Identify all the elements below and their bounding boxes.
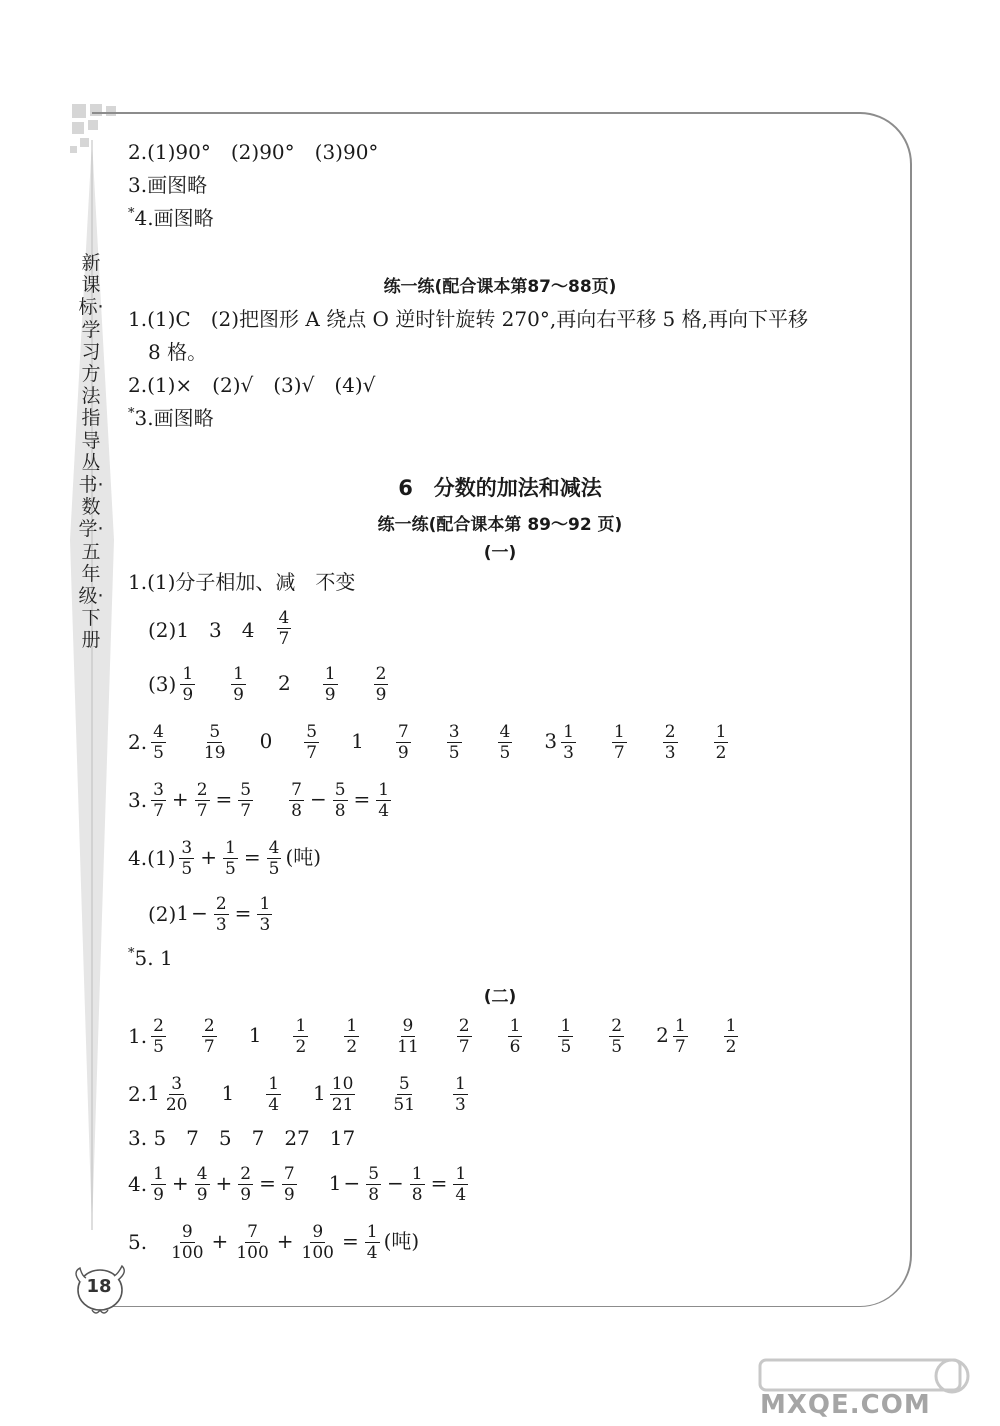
fraction-body — [169, 1222, 205, 1263]
denominator: 100 — [301, 1242, 334, 1263]
fraction-body — [289, 780, 304, 821]
whole-part: 2 — [656, 1022, 669, 1047]
fraction-body — [365, 1222, 380, 1263]
fraction-body — [447, 722, 462, 763]
fraction — [227, 664, 250, 705]
fraction-body — [344, 1016, 359, 1057]
answer-line-5: *5. 1 — [128, 946, 173, 970]
number: 2 — [278, 670, 291, 695]
fraction-body — [266, 1074, 281, 1115]
watermark-text: MXQE.COM — [760, 1390, 931, 1420]
denominator: 4 — [268, 1094, 280, 1115]
denominator: 5 — [153, 742, 164, 763]
fraction-body — [223, 838, 238, 879]
fraction-body — [180, 664, 195, 705]
fraction — [191, 1164, 214, 1205]
numerator: 1 — [182, 663, 194, 684]
fraction-body — [231, 664, 246, 705]
mixed-number — [147, 1074, 193, 1115]
fraction-body — [238, 1164, 253, 1205]
fraction — [198, 722, 232, 763]
numerator: 7 — [283, 1163, 295, 1184]
fraction — [263, 838, 286, 879]
numerator: 4 — [499, 721, 511, 742]
denominator: 3 — [563, 742, 574, 763]
fraction-body — [330, 1074, 356, 1115]
numerator: 5 — [240, 779, 252, 800]
denominator: 8 — [368, 1184, 380, 1205]
fraction — [219, 838, 242, 879]
numerator: 1 — [153, 1163, 164, 1184]
operator: − — [387, 1170, 404, 1195]
fraction-body — [304, 722, 319, 763]
answer-line-1-3: (3) $\frac{1}{9}$ $\frac{1}{9}$ 2 $\frac{1}{9}$ $\frac{2}{9}$ — [148, 658, 392, 710]
fraction-body — [151, 1016, 166, 1057]
fraction — [176, 664, 199, 705]
fraction — [392, 722, 415, 763]
fraction — [659, 722, 682, 763]
fraction — [406, 1164, 429, 1205]
denominator: 2 — [725, 1036, 737, 1057]
fraction — [175, 838, 198, 879]
denominator: 9 — [240, 1184, 252, 1205]
answer-line-4: *4.画图略 — [128, 206, 214, 230]
fraction-body — [714, 722, 729, 763]
mixed-number — [656, 1016, 692, 1057]
fraction — [285, 780, 308, 821]
fraction — [198, 1016, 221, 1057]
denominator: 9 — [375, 684, 387, 705]
fraction — [605, 1016, 628, 1057]
fraction — [387, 1074, 421, 1115]
denominator: 2 — [715, 742, 727, 763]
denominator: 7 — [674, 1036, 686, 1057]
numerator: 1 — [674, 1015, 686, 1036]
numerator: 10 — [331, 1073, 354, 1094]
numerator: 2 — [240, 1163, 252, 1184]
denominator: 51 — [393, 1094, 416, 1115]
fraction-body — [724, 1016, 739, 1057]
numerator: 4 — [268, 837, 280, 858]
denominator: 7 — [203, 1036, 215, 1057]
answer-line-1-1: 1.(1)分子相加、减 不变 — [128, 570, 356, 594]
denominator: 3 — [215, 914, 227, 935]
numerator: 2 — [153, 1015, 164, 1036]
fraction — [494, 722, 517, 763]
numerator: 5 — [334, 779, 346, 800]
number: 1 — [176, 900, 190, 925]
fraction-body — [457, 1016, 472, 1057]
denominator: 5 — [448, 742, 460, 763]
operator: + — [200, 844, 218, 869]
fraction-body — [202, 1016, 217, 1057]
fraction-body — [612, 722, 627, 763]
denominator: 9 — [233, 684, 244, 705]
operator: − — [343, 1170, 361, 1195]
fraction-body — [257, 894, 272, 935]
part-label: (二) — [483, 987, 517, 1007]
whole-part: 3 — [544, 728, 558, 753]
numerator: 5 — [398, 1073, 410, 1094]
denominator: 100 — [171, 1242, 204, 1263]
operator: + — [276, 1228, 294, 1253]
denominator: 8 — [291, 800, 302, 821]
fraction — [391, 1016, 425, 1057]
fraction-body — [663, 722, 678, 763]
fraction — [191, 780, 214, 821]
operator: − — [309, 786, 327, 811]
denominator: 4 — [455, 1184, 467, 1205]
numerator: 1 — [455, 1163, 467, 1184]
denominator: 100 — [236, 1242, 269, 1263]
fraction-body — [151, 722, 166, 763]
numerator: 7 — [397, 721, 409, 742]
numerator: 1 — [509, 1015, 521, 1036]
numerator: 2 — [458, 1015, 470, 1036]
fraction — [210, 894, 233, 935]
operator: = — [243, 844, 261, 869]
denominator: 19 — [203, 742, 226, 763]
fraction — [554, 1016, 577, 1057]
numerator: 1 — [346, 1015, 358, 1036]
fraction — [608, 722, 631, 763]
numerator: 1 — [613, 721, 625, 742]
section-title: 练一练(配合课本第87～88页) — [383, 277, 617, 297]
numerator: 2 — [611, 1015, 623, 1036]
fraction — [443, 722, 466, 763]
numerator: 1 — [259, 893, 271, 914]
numerator: 2 — [203, 1015, 215, 1036]
fraction-body — [410, 1164, 425, 1205]
answer-line-1: 1. $\frac{2}{5}$ $\frac{2}{7}$ 1 $\frac{1}{2}$ $\frac{1}{2}$ $\frac{9}{11}$ $\frac{2}{7}$ $\frac{1}{6}$ $\frac{1}{5}$ $\frac{2}{5}$ 2 $\frac{1}{7}$ $\frac{1}{2}$ — [128, 1010, 742, 1062]
operator: = — [259, 1170, 276, 1195]
fraction-body — [561, 722, 576, 763]
numerator: 5 — [306, 721, 318, 742]
answer-line-1: 1.(1)C (2)把图形 A 绕点 O 逆时针旋转 270°,再向右平移 5 格,再向下平移 — [128, 307, 808, 331]
fraction — [234, 780, 257, 821]
fraction-body — [366, 1164, 381, 1205]
mixed-number — [313, 1074, 359, 1115]
denominator: 3 — [664, 742, 676, 763]
numerator: 1 — [563, 721, 574, 742]
operator: = — [353, 786, 371, 811]
denominator: 9 — [324, 684, 336, 705]
numerator: 1 — [225, 837, 236, 858]
numerator: 5 — [209, 721, 221, 742]
fraction — [300, 722, 323, 763]
operator: = — [341, 1228, 359, 1253]
fraction-body — [238, 780, 253, 821]
fraction — [362, 1164, 385, 1205]
page-number: 18 — [86, 1276, 112, 1297]
operator: = — [234, 900, 252, 925]
answer-line-3: 3. $\frac{3}{7}$ + $\frac{2}{7}$ = $\frac{5}{7}$ $\frac{7}{8}$ − $\frac{5}{8}$ = $\frac{1}{4}$ — [128, 774, 395, 826]
fraction-body — [453, 1164, 468, 1205]
answer-line-3: *3.画图略 — [128, 406, 214, 430]
fraction — [720, 1016, 743, 1057]
numerator: 3 — [181, 837, 193, 858]
answer-line-3: 3. 5 7 5 7 27 17 — [128, 1126, 356, 1150]
fraction — [147, 722, 170, 763]
denominator: 9 — [153, 1184, 164, 1205]
denominator: 9 — [182, 684, 194, 705]
fraction-body — [333, 780, 348, 821]
denominator: 21 — [331, 1094, 354, 1115]
section-title: 练一练(配合课本第 89～92 页) — [377, 515, 623, 535]
fraction — [370, 664, 393, 705]
numerator: 2 — [196, 779, 208, 800]
mixed-number — [544, 722, 580, 763]
denominator: 2 — [346, 1036, 358, 1057]
fraction-body — [391, 1074, 417, 1115]
fraction-body — [179, 838, 194, 879]
denominator: 5 — [181, 858, 193, 879]
fraction-body — [195, 780, 210, 821]
denominator: 9 — [196, 1184, 208, 1205]
denominator: 11 — [397, 1036, 419, 1057]
unit-text: (吨) — [285, 844, 322, 869]
fraction-body — [374, 664, 389, 705]
denominator: 20 — [165, 1094, 188, 1115]
numerator: 1 — [715, 721, 727, 742]
fraction-body — [164, 1074, 190, 1115]
denominator: 3 — [455, 1094, 466, 1115]
fraction — [710, 722, 733, 763]
unit-text: (吨) — [383, 1228, 420, 1253]
denominator: 7 — [306, 742, 318, 763]
fraction — [329, 780, 352, 821]
numerator: 9 — [312, 1221, 324, 1242]
operator: = — [215, 786, 233, 811]
fraction: $\frac{4}{7}$ — [278, 607, 290, 649]
fraction-body — [673, 1016, 688, 1057]
answer-line-4-2: (2) 1 − $\frac{2}{3}$ = $\frac{1}{3}$ — [148, 888, 276, 940]
fraction-body — [558, 1016, 573, 1057]
numerator: 4 — [196, 1163, 208, 1184]
numerator: 1 — [725, 1015, 737, 1036]
numerator: 2 — [215, 893, 227, 914]
denominator: 8 — [411, 1184, 423, 1205]
fraction-body — [151, 780, 166, 821]
denominator: 7 — [153, 800, 164, 821]
answer-line-2: 2. $\frac{4}{5}$ $\frac{5}{19}$ 0 $\frac{5}{7}$ 1 $\frac{7}{9}$ $\frac{3}{5}$ $\frac{4}{5}$ 3 $\frac{1}{3}$ $\frac{1}{7}$ $\frac{2}{3}$ $\frac{1}{2}$ — [128, 716, 732, 768]
answer-line-2: 2. 1 $\frac{3}{20}$ 1 $\frac{1}{4}$ 1 $\frac{10}{21}$ $\frac{5}{51}$ $\frac{1}{3}$ — [128, 1068, 472, 1120]
numerator: 4 — [153, 721, 164, 742]
fraction — [361, 1222, 384, 1263]
denominator: 5 — [153, 1036, 164, 1057]
denominator: 3 — [259, 914, 271, 935]
series-title: 新课标·学习方法指导丛书·数学·五年级·下册 — [78, 252, 104, 652]
numerator: 1 — [560, 1015, 572, 1036]
number: 0 — [259, 728, 273, 753]
fraction-body — [293, 1016, 308, 1057]
numerator: 1 — [233, 663, 244, 684]
denominator: 8 — [334, 800, 346, 821]
denominator: 7 — [613, 742, 625, 763]
fraction-body — [202, 722, 228, 763]
denominator: 9 — [283, 1184, 295, 1205]
denominator: 5 — [499, 742, 511, 763]
denominator: 4 — [366, 1242, 378, 1263]
number: 1 — [248, 1022, 262, 1047]
numerator: 1 — [366, 1221, 378, 1242]
fraction-body — [323, 664, 338, 705]
fraction — [262, 1074, 285, 1115]
numerator: 3 — [171, 1073, 183, 1094]
denominator: 7 — [240, 800, 252, 821]
operator: + — [215, 1170, 233, 1195]
numerator: 1 — [411, 1163, 423, 1184]
fraction — [147, 1016, 170, 1057]
fraction-body — [282, 1164, 297, 1205]
fraction — [449, 1074, 472, 1115]
numerator: 1 — [455, 1073, 466, 1094]
denominator: 5 — [560, 1036, 572, 1057]
operator: + — [171, 1170, 189, 1195]
fraction — [449, 1164, 472, 1205]
answer-line-4-1: 4.(1) $\frac{3}{5}$ + $\frac{1}{5}$ = $\frac{4}{5}$ (吨) — [128, 837, 322, 879]
denominator: 6 — [509, 1036, 521, 1057]
fraction-body — [195, 1164, 210, 1205]
chapter-title: 6 分数的加法和减法 — [398, 476, 602, 500]
fraction — [504, 1016, 527, 1057]
whole-part: 1 — [313, 1080, 326, 1105]
denominator: 7 — [458, 1036, 470, 1057]
operator: − — [191, 900, 208, 925]
numerator: 2 — [375, 663, 387, 684]
fraction-body — [396, 722, 411, 763]
fraction — [234, 1164, 257, 1205]
fraction-body — [498, 722, 513, 763]
numerator: 1 — [324, 663, 336, 684]
fraction-body — [395, 1016, 421, 1057]
fraction-body — [214, 894, 229, 935]
fraction — [230, 1222, 274, 1263]
fraction — [147, 780, 170, 821]
denominator: 5 — [268, 858, 280, 879]
fraction — [340, 1016, 363, 1057]
numerator: 1 — [268, 1073, 280, 1094]
answer-line-3: 3.画图略 — [128, 173, 208, 197]
answer-line-5: 5. $\frac{9}{100}$ + $\frac{7}{100}$ + $\frac{9}{100}$ = $\frac{1}{4}$ (吨) — [128, 1221, 420, 1263]
numerator: 3 — [153, 779, 164, 800]
numerator: 3 — [448, 721, 460, 742]
number: 1 — [221, 1080, 235, 1105]
fraction — [289, 1016, 312, 1057]
answer-line-4: 4. $\frac{1}{9}$ + $\frac{4}{9}$ + $\frac{2}{9}$ = $\frac{7}{9}$ 1 − $\frac{5}{8}$ − $\frac{1}{8}$ = $\frac{1}{4}$ — [128, 1158, 472, 1210]
fraction — [165, 1222, 209, 1263]
fraction — [372, 780, 395, 821]
operator: + — [211, 1228, 229, 1253]
number: 1 — [351, 728, 364, 753]
answer-line-2: 2.(1)× (2)√ (3)√ (4)√ — [128, 373, 376, 397]
fraction — [253, 894, 276, 935]
numerator: 1 — [295, 1015, 307, 1036]
answer-line-1-continued: 8 格。 — [148, 340, 208, 364]
denominator: 5 — [225, 858, 236, 879]
numerator: 9 — [402, 1015, 414, 1036]
fraction-body — [267, 838, 282, 879]
numerator: 7 — [247, 1221, 258, 1242]
denominator: 4 — [378, 800, 390, 821]
fraction-body — [151, 1164, 166, 1205]
fraction — [296, 1222, 340, 1263]
part-label: (一) — [483, 543, 517, 563]
fraction-body — [376, 780, 391, 821]
fraction-body — [300, 1222, 336, 1263]
answer-line-1-2: (2)1 3 4 $\frac{4}{7}$ — [148, 607, 290, 649]
numerator: 7 — [291, 779, 302, 800]
operator: = — [430, 1170, 448, 1195]
operator: + — [171, 786, 189, 811]
numerator: 9 — [181, 1221, 193, 1242]
number: 1 — [328, 1170, 342, 1195]
fraction-body — [508, 1016, 523, 1057]
fraction — [278, 1164, 301, 1205]
numerator: 2 — [664, 721, 676, 742]
answer-line-2: 2.(1)90° (2)90° (3)90° — [128, 140, 379, 164]
whole-part: 1 — [147, 1080, 160, 1105]
denominator: 2 — [295, 1036, 307, 1057]
denominator: 5 — [611, 1036, 623, 1057]
fraction — [319, 664, 342, 705]
fraction-body — [453, 1074, 468, 1115]
denominator: 9 — [397, 742, 409, 763]
fraction-body — [234, 1222, 270, 1263]
numerator: 1 — [378, 779, 390, 800]
numerator: 5 — [368, 1163, 380, 1184]
fraction — [147, 1164, 170, 1205]
fraction — [453, 1016, 476, 1057]
fraction-body — [609, 1016, 624, 1057]
denominator: 7 — [196, 800, 208, 821]
